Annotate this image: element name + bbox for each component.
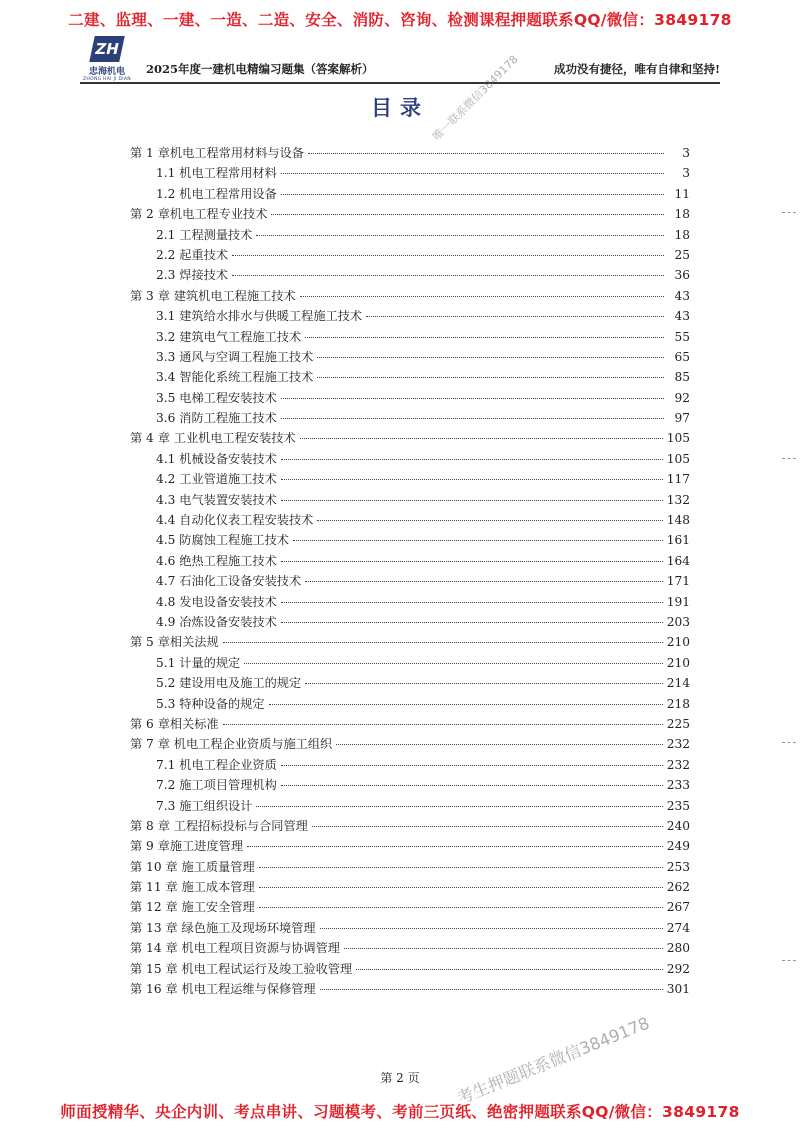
logo-icon: ZH bbox=[89, 36, 125, 62]
toc-entry-page: 218 bbox=[666, 696, 690, 711]
toc-entry-label: 5.2 建设用电及施工的规定 bbox=[156, 676, 302, 691]
toc-entry-label: 第 12 章 施工安全管理 bbox=[130, 900, 255, 915]
toc-entry-page: 105 bbox=[666, 451, 690, 466]
toc-entry-page: 43 bbox=[674, 288, 690, 303]
toc-entry-page: 233 bbox=[666, 778, 690, 793]
toc-chapter-entry[interactable] bbox=[130, 919, 690, 939]
toc-entry-page: 65 bbox=[674, 349, 690, 364]
toc-dot-leader bbox=[281, 418, 664, 419]
toc-entry-page: 117 bbox=[666, 472, 690, 487]
toc-entry-label: 4.2 工业管道施工技术 bbox=[156, 472, 277, 487]
toc-chapter-entry[interactable] bbox=[130, 837, 690, 857]
toc-entry-page: 249 bbox=[666, 839, 690, 854]
toc-section-entry[interactable] bbox=[130, 531, 690, 551]
header-motto: 成功没有捷径，唯有自律和坚持! bbox=[553, 62, 720, 76]
toc-dot-leader bbox=[256, 806, 662, 807]
toc-entry-page: 214 bbox=[666, 676, 690, 691]
toc-entry-label: 4.4 自动化仪表工程安装技术 bbox=[156, 513, 314, 528]
toc-entry-label: 4.8 发电设备安装技术 bbox=[156, 594, 277, 609]
toc-section-entry[interactable] bbox=[130, 389, 690, 409]
logo-name: 忠海机电 bbox=[88, 67, 125, 77]
book-title: 2025年度一建机电精编习题集（答案解析） bbox=[146, 62, 374, 76]
toc-entry-page: 132 bbox=[666, 492, 690, 507]
toc-dot-leader bbox=[317, 357, 664, 358]
toc-entry-page: 274 bbox=[666, 920, 690, 935]
toc-entry-label: 第 14 章 机电工程项目资源与协调管理 bbox=[130, 941, 340, 956]
toc-entry-label: 3.2 建筑电气工程施工技术 bbox=[156, 329, 302, 344]
toc-entry-label: 3.5 电梯工程安装技术 bbox=[156, 390, 277, 405]
toc-section-entry[interactable] bbox=[130, 185, 690, 205]
toc-chapter-entry[interactable] bbox=[130, 878, 690, 898]
toc-entry-label: 4.5 防腐蚀工程施工技术 bbox=[156, 533, 289, 548]
toc-entry-label: 4.1 机械设备安装技术 bbox=[156, 451, 277, 466]
toc-entry-page: 171 bbox=[666, 574, 690, 589]
toc-section-entry[interactable] bbox=[130, 695, 690, 715]
toc-chapter-entry[interactable] bbox=[130, 715, 690, 735]
toc-chapter-entry[interactable] bbox=[130, 144, 690, 164]
toc-entry-page: 191 bbox=[666, 594, 690, 609]
toc-entry-page: 267 bbox=[666, 900, 690, 915]
toc-section-entry[interactable] bbox=[130, 593, 690, 613]
toc-entry-page: 262 bbox=[666, 880, 690, 895]
toc-dot-leader bbox=[244, 663, 663, 664]
toc-entry-label: 5.1 计量的规定 bbox=[156, 655, 241, 670]
toc-dot-leader bbox=[366, 316, 664, 317]
toc-entry-label: 2.2 起重技术 bbox=[156, 247, 229, 262]
toc-entry-page: 235 bbox=[666, 798, 690, 813]
toc-entry-label: 3.1 建筑给水排水与供暖工程施工技术 bbox=[156, 309, 363, 324]
toc-dot-leader bbox=[308, 153, 664, 154]
toc-dot-leader bbox=[223, 642, 663, 643]
toc-entry-label: 第 13 章 绿色施工及现场环境管理 bbox=[130, 920, 316, 935]
toc-entry-page: 97 bbox=[674, 411, 690, 426]
toc-dot-leader bbox=[247, 846, 663, 847]
toc-section-entry[interactable] bbox=[130, 470, 690, 490]
toc-dot-leader bbox=[356, 969, 663, 970]
toc-entry-page: 92 bbox=[674, 390, 690, 405]
toc-entry-label: 7.1 机电工程企业资质 bbox=[156, 757, 277, 772]
toc-section-entry[interactable] bbox=[130, 491, 690, 511]
toc-entry-label: 第 2 章机电工程专业技术 bbox=[130, 207, 268, 222]
toc-dot-leader bbox=[281, 561, 663, 562]
toc-section-entry[interactable] bbox=[130, 572, 690, 592]
toc-entry-page: 18 bbox=[674, 207, 690, 222]
toc-dot-leader bbox=[271, 214, 664, 215]
toc-entry-page: 210 bbox=[666, 635, 690, 650]
toc-section-entry[interactable] bbox=[130, 409, 690, 429]
toc-dot-leader bbox=[223, 724, 663, 725]
toc-section-entry[interactable] bbox=[130, 674, 690, 694]
toc-entry-page: 280 bbox=[666, 941, 690, 956]
toc-dot-leader bbox=[317, 377, 664, 378]
toc-dot-leader bbox=[232, 255, 664, 256]
toc-section-entry[interactable] bbox=[130, 776, 690, 796]
bottom-ad-banner: 师面授精华、央企内训、考点串讲、习题模考、考前三页纸、绝密押题联系QQ/微信：3849178 bbox=[60, 1103, 740, 1121]
toc-entry-label: 4.3 电气装置安装技术 bbox=[156, 492, 277, 507]
toc-entry-label: 第 7 章 机电工程企业资质与施工组织 bbox=[130, 737, 333, 752]
toc-entry-page: 11 bbox=[674, 186, 690, 201]
toc-entry-label: 3.4 智能化系统工程施工技术 bbox=[156, 370, 314, 385]
toc-entry-page: 203 bbox=[666, 614, 690, 629]
toc-section-entry[interactable] bbox=[130, 328, 690, 348]
toc-entry-label: 1.2 机电工程常用设备 bbox=[156, 186, 277, 201]
toc-dot-leader bbox=[281, 785, 663, 786]
toc-entry-page: 85 bbox=[674, 370, 690, 385]
toc-chapter-entry[interactable] bbox=[130, 960, 690, 980]
toc-dot-leader bbox=[312, 826, 663, 827]
toc-entry-label: 第 5 章相关法规 bbox=[130, 635, 219, 650]
toc-entry-label: 5.3 特种设备的规定 bbox=[156, 696, 265, 711]
toc-section-entry[interactable] bbox=[130, 246, 690, 266]
toc-chapter-entry[interactable] bbox=[130, 898, 690, 918]
toc-entry-label: 7.2 施工项目管理机构 bbox=[156, 778, 277, 793]
toc-dot-leader bbox=[269, 704, 663, 705]
toc-section-entry[interactable] bbox=[130, 797, 690, 817]
toc-entry-page: 148 bbox=[666, 513, 690, 528]
toc-section-entry[interactable] bbox=[130, 307, 690, 327]
toc-entry-page: 232 bbox=[666, 737, 690, 752]
toc-section-entry[interactable] bbox=[130, 654, 690, 674]
toc-dot-leader bbox=[320, 989, 663, 990]
toc-section-entry[interactable] bbox=[130, 756, 690, 776]
toc-dot-leader bbox=[281, 459, 663, 460]
toc-entry-page: 301 bbox=[666, 982, 690, 997]
toc-entry-page: 36 bbox=[674, 268, 690, 283]
toc-dot-leader bbox=[305, 337, 664, 338]
toc-dot-leader bbox=[281, 398, 664, 399]
toc-chapter-entry[interactable] bbox=[130, 980, 690, 1000]
toc-entry-label: 第 15 章 机电工程试运行及竣工验收管理 bbox=[130, 961, 353, 976]
toc-entry-label: 2.1 工程测量技术 bbox=[156, 227, 253, 242]
diagonal-watermark: 唯一联系微信3849178 bbox=[430, 52, 521, 144]
toc-entry-page: 225 bbox=[666, 716, 690, 731]
logo-subtext: ZHONG HAI JI DIAN bbox=[83, 77, 131, 82]
toc-entry-page: 232 bbox=[666, 757, 690, 772]
toc-section-entry[interactable] bbox=[130, 266, 690, 286]
toc-chapter-entry[interactable] bbox=[130, 205, 690, 225]
toc-dot-leader bbox=[281, 622, 663, 623]
toc-entry-label: 4.9 冶炼设备安装技术 bbox=[156, 614, 277, 629]
scan-edge-mark bbox=[782, 742, 796, 743]
toc-entry-label: 第 9 章施工进度管理 bbox=[130, 839, 244, 854]
toc-entry-page: 55 bbox=[674, 329, 690, 344]
toc-entry-label: 3.3 通风与空调工程施工技术 bbox=[156, 349, 314, 364]
toc-entry-label: 第 6 章相关标准 bbox=[130, 716, 219, 731]
toc-entry-page: 210 bbox=[666, 655, 690, 670]
toc-dot-leader bbox=[281, 173, 664, 174]
toc-dot-leader bbox=[305, 581, 663, 582]
toc-entry-label: 3.6 消防工程施工技术 bbox=[156, 411, 277, 426]
toc-entry-page: 240 bbox=[666, 818, 690, 833]
top-ad-banner: 二建、监理、一建、一造、二造、安全、消防、咨询、检测课程押题联系QQ/微信：3849178 bbox=[68, 11, 732, 29]
toc-entry-label: 第 3 章 建筑机电工程施工技术 bbox=[130, 288, 296, 303]
toc-section-entry[interactable] bbox=[130, 511, 690, 531]
toc-chapter-entry[interactable] bbox=[130, 633, 690, 653]
toc-section-entry[interactable] bbox=[130, 226, 690, 246]
toc-dot-leader bbox=[281, 479, 663, 480]
toc-entry-label: 第 1 章机电工程常用材料与设备 bbox=[130, 146, 304, 160]
scan-edge-mark bbox=[782, 960, 796, 961]
toc-dot-leader bbox=[259, 887, 663, 888]
toc-entry-page: 25 bbox=[674, 247, 690, 262]
toc-dot-leader bbox=[281, 765, 663, 766]
toc-section-entry[interactable] bbox=[130, 368, 690, 388]
toc-entry-page: 105 bbox=[666, 431, 690, 446]
toc-dot-leader bbox=[281, 500, 663, 501]
toc-entry-page: 161 bbox=[666, 533, 690, 548]
toc-heading: 目录 bbox=[371, 96, 429, 120]
toc-entry-label: 1.1 机电工程常用材料 bbox=[156, 166, 277, 181]
toc-dot-leader bbox=[305, 683, 663, 684]
toc-entry-page: 253 bbox=[666, 859, 690, 874]
toc-entry-label: 2.3 焊接技术 bbox=[156, 268, 229, 283]
toc-entry-page: 164 bbox=[666, 553, 690, 568]
page-number: 第 2 页 bbox=[380, 1071, 420, 1085]
toc-chapter-entry[interactable] bbox=[130, 817, 690, 837]
scan-edge-mark bbox=[782, 458, 796, 459]
toc-dot-leader bbox=[300, 438, 663, 439]
toc-entry-label: 4.7 石油化工设备安装技术 bbox=[156, 574, 302, 589]
toc-entry-page: 43 bbox=[674, 309, 690, 324]
toc-entry-page: 292 bbox=[666, 961, 690, 976]
toc-dot-leader bbox=[232, 275, 664, 276]
toc-entry-page: 3 bbox=[682, 166, 690, 181]
toc-entry-label: 第 16 章 机电工程运维与保修管理 bbox=[130, 982, 316, 997]
diagonal-watermark: 考生押题联系微信3849178 bbox=[454, 1013, 653, 1109]
toc-entry-label: 7.3 施工组织设计 bbox=[156, 798, 253, 813]
toc-entry-label: 4.6 绝热工程施工技术 bbox=[156, 553, 277, 568]
toc-dot-leader bbox=[300, 296, 664, 297]
toc-dot-leader bbox=[281, 602, 663, 603]
toc-entry-page: 3 bbox=[682, 146, 690, 160]
toc-entry-label: 第 11 章 施工成本管理 bbox=[130, 880, 255, 895]
toc-dot-leader bbox=[259, 867, 663, 868]
publisher-logo bbox=[80, 36, 134, 80]
toc-chapter-entry[interactable] bbox=[130, 858, 690, 878]
toc-section-entry[interactable] bbox=[130, 164, 690, 184]
toc-entry-label: 第 4 章 工业机电工程安装技术 bbox=[130, 431, 296, 446]
toc-chapter-entry[interactable] bbox=[130, 429, 690, 449]
table-of-contents bbox=[130, 144, 690, 1000]
toc-chapter-entry[interactable] bbox=[130, 939, 690, 959]
toc-entry-label: 第 8 章 工程招标投标与合同管理 bbox=[130, 818, 308, 833]
toc-section-entry[interactable] bbox=[130, 348, 690, 368]
toc-dot-leader bbox=[336, 744, 663, 745]
toc-section-entry[interactable] bbox=[130, 613, 690, 633]
toc-dot-leader bbox=[293, 540, 663, 541]
toc-dot-leader bbox=[344, 948, 663, 949]
toc-chapter-entry[interactable] bbox=[130, 735, 690, 755]
toc-dot-leader bbox=[259, 907, 663, 908]
toc-section-entry[interactable] bbox=[130, 552, 690, 572]
toc-entry-label: 第 10 章 施工质量管理 bbox=[130, 859, 255, 874]
toc-dot-leader bbox=[256, 235, 664, 236]
toc-entry-page: 18 bbox=[674, 227, 690, 242]
page-header bbox=[80, 36, 720, 84]
toc-chapter-entry[interactable] bbox=[130, 287, 690, 307]
toc-dot-leader bbox=[317, 520, 662, 521]
toc-dot-leader bbox=[281, 194, 664, 195]
toc-section-entry[interactable] bbox=[130, 450, 690, 470]
scan-edge-mark bbox=[782, 212, 796, 213]
toc-dot-leader bbox=[320, 928, 663, 929]
